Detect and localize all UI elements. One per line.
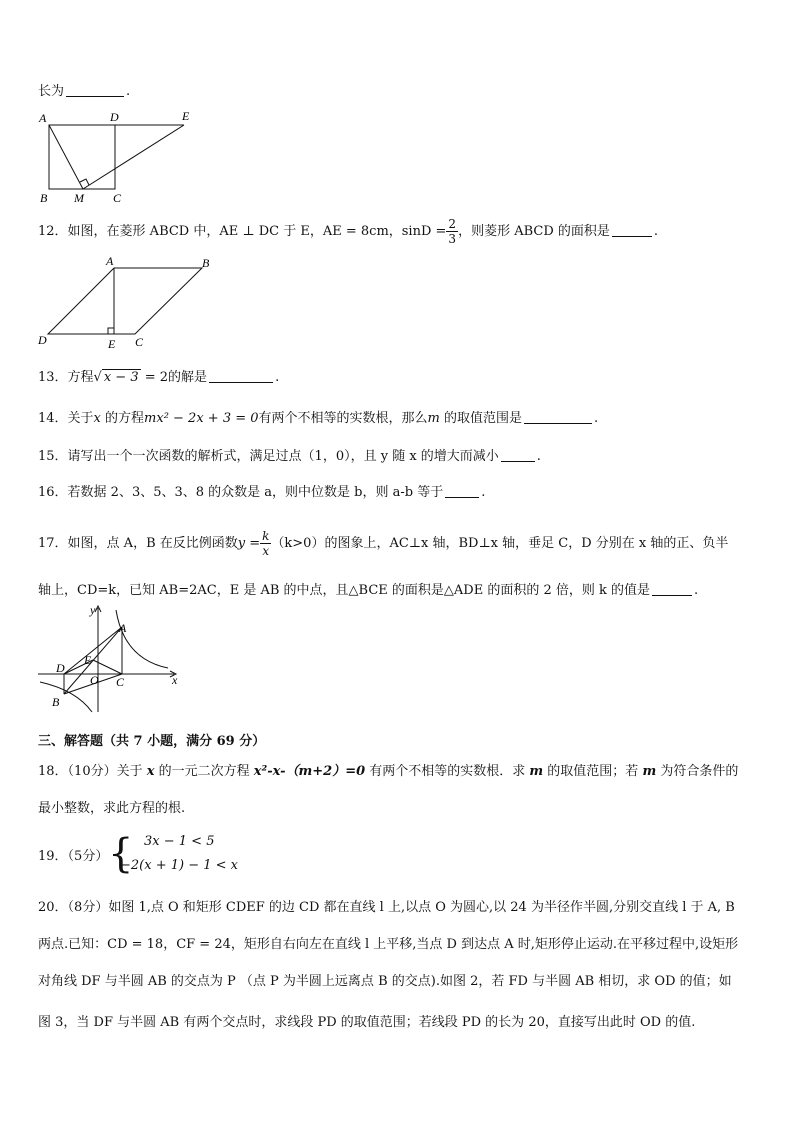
label-E: E	[84, 653, 92, 667]
label-M: M	[74, 191, 84, 205]
q16: 16．若数据 2、3、5、3、8 的众数是 a，则中位数是 b，则 a-b 等于 .	[38, 485, 486, 500]
label-B: B	[52, 695, 60, 709]
figure-q12	[34, 255, 224, 351]
label-y: y	[90, 604, 96, 617]
q18-line2: 最小整数，求此方程的根.	[38, 801, 186, 816]
label-x: x	[172, 673, 178, 687]
answer-blank[interactable]	[66, 84, 124, 97]
label-A: A	[119, 621, 127, 635]
label-C: C	[116, 675, 125, 689]
q11-text: 长为	[38, 84, 65, 99]
q13: 13．方程√ x − 3 = 2的解是 .	[38, 370, 280, 385]
answer-blank[interactable]	[652, 583, 692, 596]
answer-blank[interactable]	[209, 370, 273, 383]
label-D: D	[110, 110, 119, 124]
label-D: D	[38, 333, 47, 347]
brace: {	[108, 831, 134, 877]
q11-tail: 长为 .	[38, 84, 131, 99]
q19-label: 19．（5分）	[38, 849, 109, 864]
fraction: $\frac{k}{x}$	[262, 529, 270, 558]
q18-line1: 18．（10分）关于 x 的一元二次方程 x²-x-（m+2）=0 有两个不相等的实数根．求 m 的取值范围；若 m 为符合条件的	[38, 764, 739, 779]
q19-ineq1: 3x − 1 < 5	[144, 834, 215, 849]
q15: 15．请写出一个一次函数的解析式，满足过点（1，0），且 y 随 x 的增大而减小 .	[38, 449, 541, 464]
label-A: A	[106, 255, 114, 268]
figure-q11	[36, 108, 196, 206]
label-B: B	[40, 191, 48, 205]
figure-q17	[36, 604, 186, 714]
answer-blank[interactable]	[445, 485, 479, 498]
q19-ineq2: −2(x + 1) − 1 < x	[120, 858, 238, 873]
q20-line2: 两点.已知：CD = 18，CF = 24，矩形自右向左在直线 l 上平移,当点 D 到达点 A 时,矩形停止运动.在平移过程中,设矩形	[38, 937, 739, 952]
q12: 12．如图，在菱形 ABCD 中，AE ⊥ DC 于 E，AE = 8cm，sinD = $\frac{2}{3}$ ，则菱形 ABCD 的面积是 .	[38, 217, 659, 246]
label-D: D	[56, 661, 65, 675]
q17-line2: 轴上，CD=k，已知 AB=2AC，E 是 AB 的中点，且△BCE 的面积是△ADE 的面积的 2 倍，则 k 的值是 .	[38, 583, 699, 598]
fraction: $\frac{2}{3}$	[448, 217, 457, 246]
answer-blank[interactable]	[501, 449, 535, 462]
q14: 14．关于x 的方程mx² − 2x + 3 = 0有两个不相等的实数根，那么m 的取值范围是 .	[38, 411, 599, 426]
q20-line3: 对角线 DF 与半圆 AB 的交点为 P （点 P 为半圆上远离点 B 的交点).如图 2，若 FD 与半圆 AB 相切，求 OD 的值；如	[38, 974, 732, 989]
answer-blank[interactable]	[612, 224, 652, 237]
label-E: E	[108, 337, 116, 351]
label-C: C	[113, 191, 122, 205]
label-A: A	[39, 111, 47, 125]
label-C: C	[135, 335, 144, 349]
answer-blank[interactable]	[524, 411, 592, 424]
section-title: 三、解答题（共 7 小题，满分 69 分）	[38, 734, 266, 749]
label-O: O	[90, 673, 99, 687]
q17-line1: 17．如图，点 A，B 在反比例函数y = $\frac{k}{x}$ （k>0）的图象上，AC⊥x 轴，BD⊥x 轴，垂足 C，D 分别在 x 轴的正、负半	[38, 529, 729, 558]
q20-line1: 20．（8分）如图 1,点 O 和矩形 CDEF 的边 CD 都在直线 l 上,以点 O 为圆心,以 24 为半径作半圆,分别交直线 l 于 A, B	[38, 900, 735, 915]
label-E: E	[182, 109, 190, 123]
label-B: B	[202, 256, 210, 270]
q20-line4: 图 3，当 DF 与半圆 AB 有两个交点时，求线段 PD 的取值范围；若线段 PD 的长为 20，直接写出此时 OD 的值.	[38, 1015, 696, 1030]
